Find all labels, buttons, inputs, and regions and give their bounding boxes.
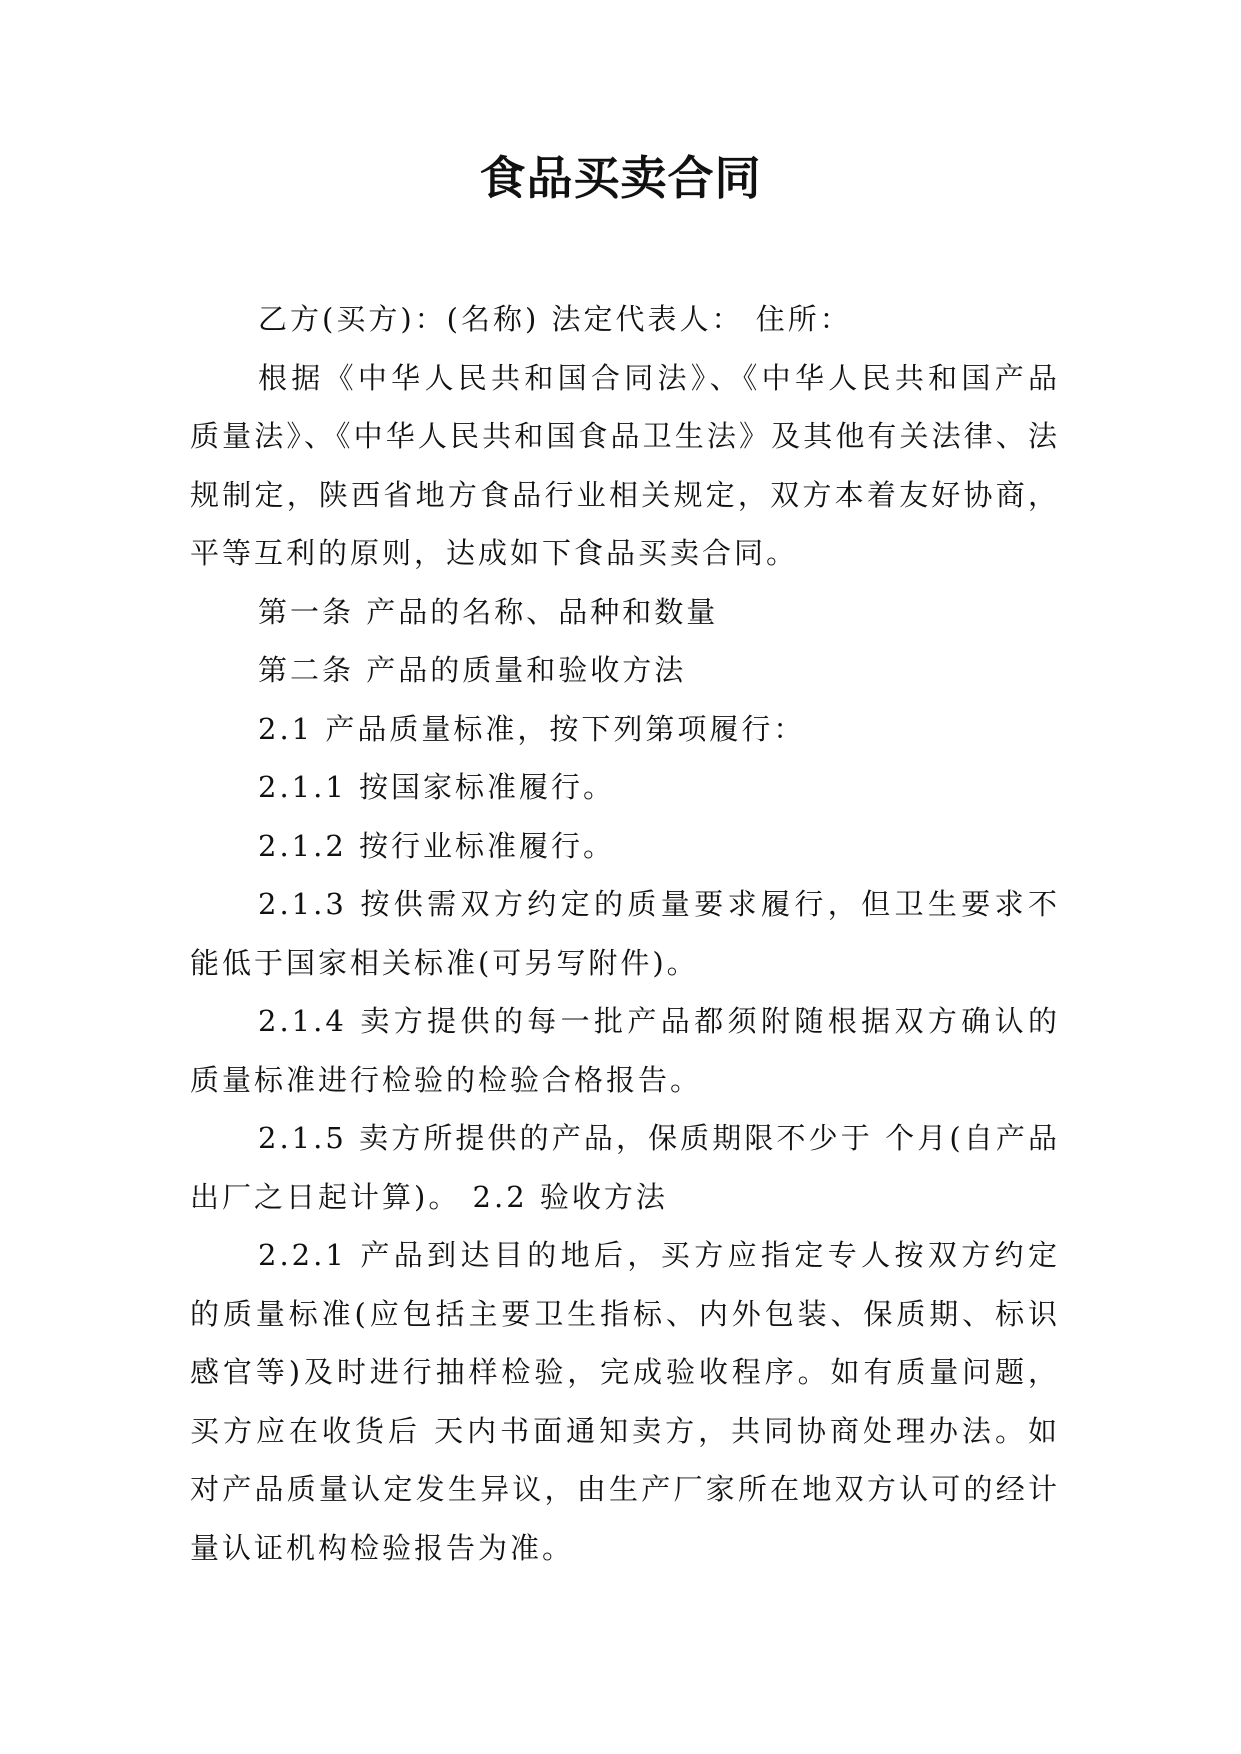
contract-body: [190, 290, 1060, 1577]
clause-2-2-1: 2.2.1 产品到达目的地后，买方应指定专人按双方约定的质量标准(应包括主要卫生指标、内外包装、保质期、标识感官等)及时进行抽样检验，完成验收程序。如有质量问题，买方应在收货后 天内书面通知卖方，共同协商处理办法。如对产品质量认定发生异议，由生产厂家所在地双方认可的经计量认证机构检验报告为准。: [190, 1238, 1060, 1565]
document-title: 食品买卖合同: [479, 151, 762, 205]
article-2-heading: 第二条 产品的质量和验收方法: [258, 653, 687, 687]
preamble-paragraph: 根据《中华人民共和国合同法》、《中华人民共和国产品质量法》、《中华人民共和国食品卫生法》及其他有关法律、法规制定，陕西省地方食品行业相关规定，双方本着友好协商，平等互利的原则，达成如下食品买卖合同。: [190, 360, 1060, 570]
article-1-heading: 第一条 产品的名称、品种和数量: [258, 594, 719, 629]
clause-2-1-2: 2.1.2 按行业标准履行。: [258, 828, 616, 863]
clause-2-1-1: 2.1.1 按国家标准履行。: [258, 770, 616, 804]
clause-2-1: 2.1 产品质量标准，按下列第项履行：: [258, 711, 806, 746]
clause-2-1-5: 2.1.5 卖方所提供的产品，保质期限不少于 个月(自产品出厂之日起计算)。 2.2 验收方法: [190, 1121, 1060, 1214]
party-b-line: 乙方(买方)：(名称) 法定代表人： 住所：: [258, 302, 852, 336]
clause-2-1-4: 2.1.4 卖方提供的每一批产品都须附随根据双方确认的质量标准进行检验的检验合格报告。: [190, 1004, 1060, 1097]
clause-2-1-3: 2.1.3 按供需双方约定的质量要求履行，但卫生要求不能低于国家相关标准(可另写附件)。: [190, 887, 1060, 980]
